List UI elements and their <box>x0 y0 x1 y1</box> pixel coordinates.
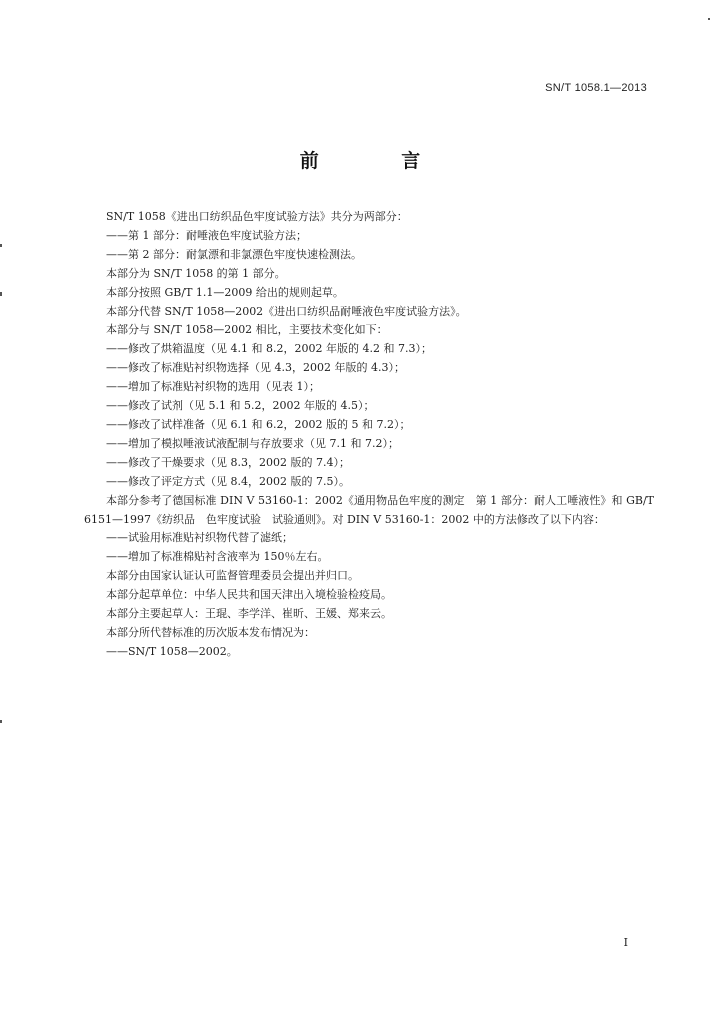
paragraph: 本部分起草单位：中华人民共和国天津出入境检验检疫局。 <box>106 588 392 602</box>
paragraph: SN/T 1058《进出口纺织品色牢度试验方法》共分为两部分： <box>106 210 408 223</box>
scan-mark <box>0 244 2 247</box>
list-item: ——修改了标准贴衬织物选择（见 4.3，2002 年版的 4.3）； <box>106 361 405 375</box>
paragraph: 本部分代替 SN/T 1058—2002《进出口纺织品耐唾液色牢度试验方法》。 <box>106 304 467 318</box>
list-item: ——第 2 部分：耐氯漂和非氯漂色牢度快速检测法。 <box>106 247 362 261</box>
paragraph: 本部分主要起草人：王琨、李学洋、崔昕、王媛、郑来云。 <box>106 607 392 621</box>
paragraph: 本部分由国家认证认可监督管理委员会提出并归口。 <box>106 569 359 583</box>
paragraph: 本部分按照 GB/T 1.1—2009 给出的规则起草。 <box>106 285 344 299</box>
foreword-body <box>84 208 654 662</box>
list-item: ——第 1 部分：耐唾液色牢度试验方法； <box>106 228 307 242</box>
list-item: ——增加了标准贴衬织物的选用（见表 1）； <box>106 380 320 394</box>
paragraph: 本部分所代替标准的历次版本发布情况为： <box>106 625 315 639</box>
list-item: ——修改了烘箱温度（见 4.1 和 8.2，2002 年版的 4.2 和 7.3）； <box>106 342 432 356</box>
list-item: ——修改了干燥要求（见 8.3，2002 版的 7.4）； <box>106 455 350 469</box>
list-item: ——增加了模拟唾液试液配制与存放要求（见 7.1 和 7.2）； <box>106 436 399 450</box>
standard-code: SN/T 1058.1—2013 <box>545 82 647 94</box>
page-number: I <box>623 936 628 949</box>
paragraph: 本部分为 SN/T 1058 的第 1 部分。 <box>106 266 286 280</box>
list-item: ——试验用标准贴衬织物代替了滤纸； <box>106 531 293 545</box>
list-item: ——增加了标准棉贴衬含液率为 150％左右。 <box>106 550 329 564</box>
list-item: ——修改了试样准备（见 6.1 和 6.2，2002 版的 5 和 7.2）； <box>106 417 411 431</box>
scan-mark <box>708 18 710 20</box>
list-item: ——修改了试剂（见 5.1 和 5.2，2002 年版的 4.5）； <box>106 399 375 413</box>
paragraph: 本部分与 SN/T 1058—2002 相比，主要技术变化如下： <box>106 323 388 337</box>
list-item: ——修改了评定方式（见 8.4，2002 版的 7.5）。 <box>106 474 350 488</box>
paragraph: 本部分参考了德国标准 DIN V 53160-1：2002《通用物品色牢度的测定 第 1 部分：耐人工唾液性》和 GB/T 6151—1997《纺织品 色牢度试验 试验通则》。对 DIN V 53160-1：2002 中的方法修改了以下内容： <box>84 493 654 526</box>
list-item: ——SN/T 1058—2002。 <box>106 644 238 658</box>
scan-mark <box>0 292 2 296</box>
page-title: 前 言 <box>299 150 459 172</box>
scan-mark <box>0 720 2 723</box>
